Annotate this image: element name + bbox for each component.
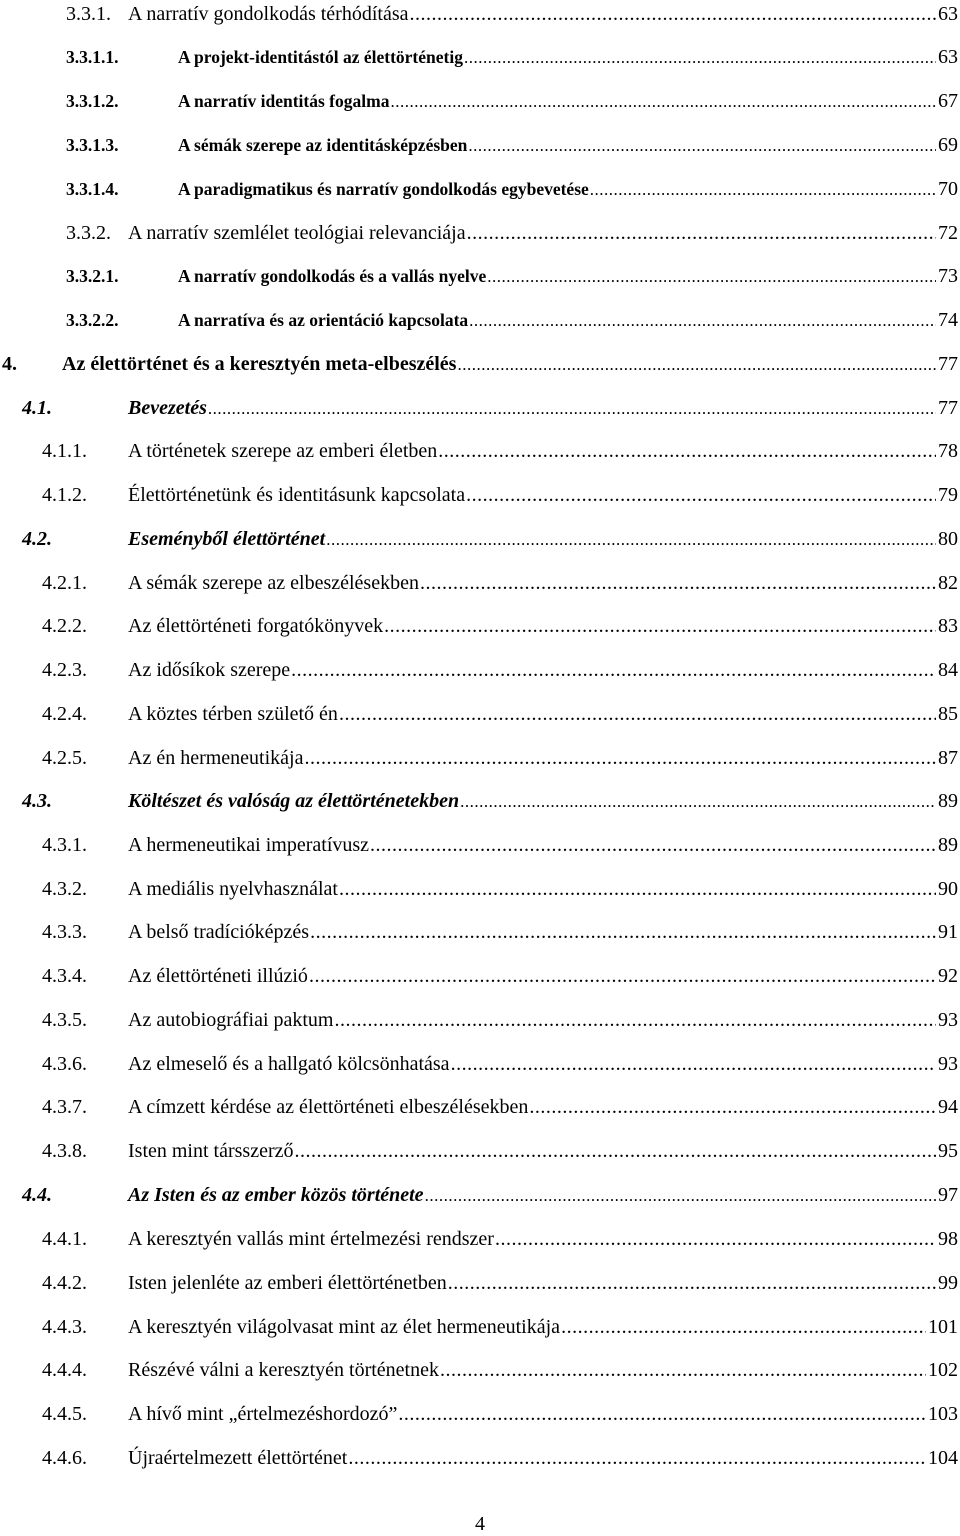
- toc-entry-number: 4.3.3.: [42, 921, 87, 943]
- toc-dot-leader: [339, 699, 936, 729]
- toc-entry-title: A hívő mint „értelmezéshordozó”: [128, 1403, 398, 1425]
- toc-entry-number: 4.3.1.: [42, 834, 87, 856]
- toc-entry-title: A projekt-identitástól az élettörténetig: [178, 47, 463, 67]
- toc-entry[interactable]: [0, 349, 960, 379]
- toc-entry-number: 4.2.4.: [42, 703, 87, 725]
- toc-entry-page: 83: [938, 615, 958, 637]
- toc-dot-leader: [466, 480, 936, 510]
- toc-entry[interactable]: [0, 42, 960, 72]
- toc-dot-leader: [451, 1049, 936, 1079]
- toc-entry-number: 4.3.8.: [42, 1140, 87, 1162]
- toc-entry[interactable]: [0, 874, 960, 904]
- toc-dot-leader: [464, 43, 936, 73]
- toc-entry-title: Részévé válni a keresztyén történetnek: [128, 1359, 439, 1381]
- toc-entry-page: 87: [938, 747, 958, 769]
- toc-dot-leader: [469, 306, 936, 336]
- toc-entry-page: 99: [938, 1272, 958, 1294]
- toc-entry[interactable]: [0, 1399, 960, 1429]
- toc-entry-page: 92: [938, 965, 958, 987]
- toc-entry[interactable]: [0, 86, 960, 116]
- toc-entry-title: A narratív szemlélet teológiai relevanciája: [128, 222, 466, 244]
- toc-entry-number: 3.3.1.4.: [66, 179, 119, 199]
- toc-entry[interactable]: [0, 743, 960, 773]
- toc-entry-number: 4.4.2.: [42, 1272, 87, 1294]
- toc-entry[interactable]: [0, 1268, 960, 1298]
- toc-entry-number: 4.: [2, 353, 17, 375]
- toc-entry[interactable]: [0, 568, 960, 598]
- toc-dot-leader: [440, 1355, 926, 1385]
- toc-entry-title: A keresztyén világolvasat mint az élet hermeneutikája: [128, 1316, 561, 1338]
- toc-entry-title: Újraértelmezett élettörténet: [128, 1447, 348, 1469]
- toc-dot-leader: [425, 1181, 936, 1211]
- toc-dot-leader: [309, 961, 936, 991]
- toc-dot-leader: [487, 262, 936, 292]
- toc-entry-title: A hermeneutikai imperatívusz: [128, 834, 370, 856]
- toc-entry-title: Az élettörténet és a keresztyén meta-elbeszélés: [62, 353, 457, 375]
- toc-entry[interactable]: [0, 655, 960, 685]
- toc-entry[interactable]: [0, 436, 960, 466]
- toc-entry-number: 3.3.1.1.: [66, 47, 119, 67]
- toc-entry-title: Bevezetés: [128, 397, 207, 419]
- toc-entry-page: 91: [938, 921, 958, 943]
- toc-entry-number: 3.3.2.2.: [66, 310, 119, 330]
- toc-dot-leader: [208, 394, 936, 424]
- toc-dot-leader: [348, 1443, 926, 1473]
- toc-dot-leader: [460, 787, 936, 817]
- toc-entry[interactable]: [0, 218, 960, 248]
- toc-dot-leader: [457, 350, 936, 380]
- toc-entry-page: 85: [938, 703, 958, 725]
- toc-entry-page: 70: [938, 178, 958, 200]
- toc-entry-title: Eseményből élettörténet: [128, 528, 326, 550]
- toc-dot-leader: [529, 1092, 936, 1122]
- toc-entry[interactable]: [0, 1180, 960, 1210]
- toc-entry-page: 84: [938, 659, 958, 681]
- toc-entry[interactable]: [0, 524, 960, 554]
- toc-entry-number: 3.3.2.1.: [66, 266, 119, 286]
- toc-entry-page: 72: [938, 222, 958, 244]
- toc-entry-page: 63: [938, 46, 958, 68]
- toc-entry-title: Az autobiográfiai paktum: [128, 1009, 334, 1031]
- toc-entry-page: 89: [938, 834, 958, 856]
- toc-entry-number: 4.2.2.: [42, 615, 87, 637]
- toc-entry-page: 77: [938, 397, 958, 419]
- toc-entry-number: 3.3.1.3.: [66, 135, 119, 155]
- page-number: 4: [475, 1513, 485, 1535]
- toc-dot-leader: [390, 87, 936, 117]
- toc-entry-title: A narratív identitás fogalma: [178, 91, 390, 111]
- toc-entry-title: Az élettörténeti forgatókönyvek: [128, 615, 384, 637]
- toc-entry-title: A köztes térben születő én: [128, 703, 338, 725]
- toc-entry-title: A keresztyén vallás mint értelmezési rendszer: [128, 1228, 494, 1250]
- toc-entry-title: Az elmeselő és a hallgató kölcsönhatása: [128, 1053, 450, 1075]
- toc-entry-title: A narratív gondolkodás és a vallás nyelve: [178, 266, 487, 286]
- toc-dot-leader: [590, 175, 936, 205]
- toc-entry-number: 4.2.5.: [42, 747, 87, 769]
- toc-dot-leader: [467, 218, 936, 248]
- toc-entry-title: Az élettörténeti illúzió: [128, 965, 308, 987]
- toc-dot-leader: [304, 743, 936, 773]
- toc-entry-page: 79: [938, 484, 958, 506]
- toc-entry-title: Költészet és valóság az élettörténetekben: [128, 790, 460, 812]
- toc-entry-title: A sémák szerepe az identitásképzésben: [178, 135, 468, 155]
- toc-entry-title: A történetek szerepe az emberi életben: [128, 440, 438, 462]
- toc-entry-page: 93: [938, 1053, 958, 1075]
- toc-entry[interactable]: [0, 1355, 960, 1385]
- toc-entry-title: Isten mint társszerző: [128, 1140, 294, 1162]
- toc-entry[interactable]: [0, 1224, 960, 1254]
- toc-entry-title: A narratíva és az orientáció kapcsolata: [178, 310, 469, 330]
- toc-entry-title: A sémák szerepe az elbeszélésekben: [128, 572, 419, 594]
- toc-dot-leader: [335, 1005, 937, 1035]
- toc-dot-leader: [468, 131, 936, 161]
- toc-entry-page: 80: [938, 528, 958, 550]
- toc-entry-page: 94: [938, 1096, 958, 1118]
- toc-entry[interactable]: [0, 961, 960, 991]
- toc-entry-number: 4.3.5.: [42, 1009, 87, 1031]
- toc-entry[interactable]: [0, 130, 960, 160]
- toc-entry-number: 4.3.6.: [42, 1053, 87, 1075]
- toc-entry-page: 98: [938, 1228, 958, 1250]
- toc-entry-number: 4.3.4.: [42, 965, 87, 987]
- toc-entry-title: Isten jelenléte az emberi élettörténetben: [128, 1272, 447, 1294]
- toc-entry[interactable]: [0, 611, 960, 641]
- toc-entry-number: 3.3.2.: [66, 222, 111, 244]
- toc-entry-number: 4.2.: [22, 528, 52, 550]
- toc-entry[interactable]: [0, 1443, 960, 1473]
- toc-entry-title: Élettörténetünk és identitásunk kapcsolata: [128, 484, 466, 506]
- toc-entry-number: 4.3.: [22, 790, 52, 812]
- toc-entry-title: A narratív gondolkodás térhódítása: [128, 3, 409, 25]
- toc-entry-number: 3.3.1.: [66, 3, 111, 25]
- toc-entry-number: 4.4.6.: [42, 1447, 87, 1469]
- toc-entry-number: 4.1.2.: [42, 484, 87, 506]
- toc-dot-leader: [384, 611, 936, 641]
- toc-entry-page: 78: [938, 440, 958, 462]
- toc-entry-title: A belső tradícióképzés: [128, 921, 310, 943]
- toc-dot-leader: [448, 1268, 936, 1298]
- toc-entry-page: 77: [938, 353, 958, 375]
- toc-entry-title: A mediális nyelvhasználat: [128, 878, 338, 900]
- toc-entry[interactable]: [0, 261, 960, 291]
- toc-dot-leader: [495, 1224, 936, 1254]
- toc-entry[interactable]: [0, 174, 960, 204]
- toc-entry-page: 95: [938, 1140, 958, 1162]
- toc-entry-page: 97: [938, 1184, 958, 1206]
- toc-entry-number: 4.3.7.: [42, 1096, 87, 1118]
- toc-entry[interactable]: [0, 786, 960, 816]
- toc-entry-number: 4.4.3.: [42, 1316, 87, 1338]
- toc-entry-page: 103: [928, 1403, 958, 1425]
- toc-entry[interactable]: [0, 480, 960, 510]
- toc-entry[interactable]: [0, 1005, 960, 1035]
- toc-entry-number: 4.1.1.: [42, 440, 87, 462]
- toc-entry-page: 82: [938, 572, 958, 594]
- toc-dot-leader: [420, 568, 936, 598]
- toc-entry-page: 90: [938, 878, 958, 900]
- toc-entry-page: 93: [938, 1009, 958, 1031]
- toc-entry-page: 73: [938, 265, 958, 287]
- toc-dot-leader: [310, 917, 936, 947]
- toc-entry-number: 4.4.5.: [42, 1403, 87, 1425]
- toc-entry-page: 74: [938, 309, 958, 331]
- toc-dot-leader: [370, 830, 936, 860]
- toc-entry-title: A paradigmatikus és narratív gondolkodás egybevetése: [178, 179, 589, 199]
- toc-entry-page: 63: [938, 3, 958, 25]
- toc-entry-number: 4.3.2.: [42, 878, 87, 900]
- toc-entry-title: Az Isten és az ember közös története: [128, 1184, 424, 1206]
- toc-entry-page: 67: [938, 90, 958, 112]
- toc-entry-page: 104: [928, 1447, 958, 1469]
- toc-entry[interactable]: [0, 830, 960, 860]
- toc-entry-number: 4.2.1.: [42, 572, 87, 594]
- toc-entry[interactable]: [0, 1092, 960, 1122]
- toc-entry-page: 101: [928, 1316, 958, 1338]
- toc-entry-number: 4.2.3.: [42, 659, 87, 681]
- toc-dot-leader: [410, 0, 937, 29]
- toc-entry-page: 69: [938, 134, 958, 156]
- toc-dot-leader: [291, 655, 936, 685]
- toc-dot-leader: [339, 874, 936, 904]
- toc-entry[interactable]: [0, 699, 960, 729]
- toc-entry-title: A címzett kérdése az élettörténeti elbeszélésekben: [128, 1096, 529, 1118]
- toc-entry[interactable]: [0, 1049, 960, 1079]
- toc-entry[interactable]: [0, 917, 960, 947]
- toc-entry[interactable]: [0, 1312, 960, 1342]
- toc-entry-title: Az idősíkok szerepe: [128, 659, 291, 681]
- toc-dot-leader: [295, 1136, 937, 1166]
- toc-entry-number: 3.3.1.2.: [66, 91, 119, 111]
- toc-dot-leader: [326, 525, 936, 555]
- toc-entry-title: Az én hermeneutikája: [128, 747, 304, 769]
- toc-entry-page: 89: [938, 790, 958, 812]
- toc-entry-number: 4.4.4.: [42, 1359, 87, 1381]
- toc-dot-leader: [561, 1312, 926, 1342]
- toc-entry-number: 4.1.: [22, 397, 52, 419]
- toc-entry[interactable]: [0, 0, 960, 29]
- toc-entry[interactable]: [0, 393, 960, 423]
- toc-dot-leader: [398, 1399, 926, 1429]
- toc-entry-number: 4.4.: [22, 1184, 52, 1206]
- toc-entry[interactable]: [0, 1136, 960, 1166]
- toc-entry-number: 4.4.1.: [42, 1228, 87, 1250]
- toc-entry-page: 102: [928, 1359, 958, 1381]
- toc-dot-leader: [438, 436, 936, 466]
- toc-entry[interactable]: [0, 305, 960, 335]
